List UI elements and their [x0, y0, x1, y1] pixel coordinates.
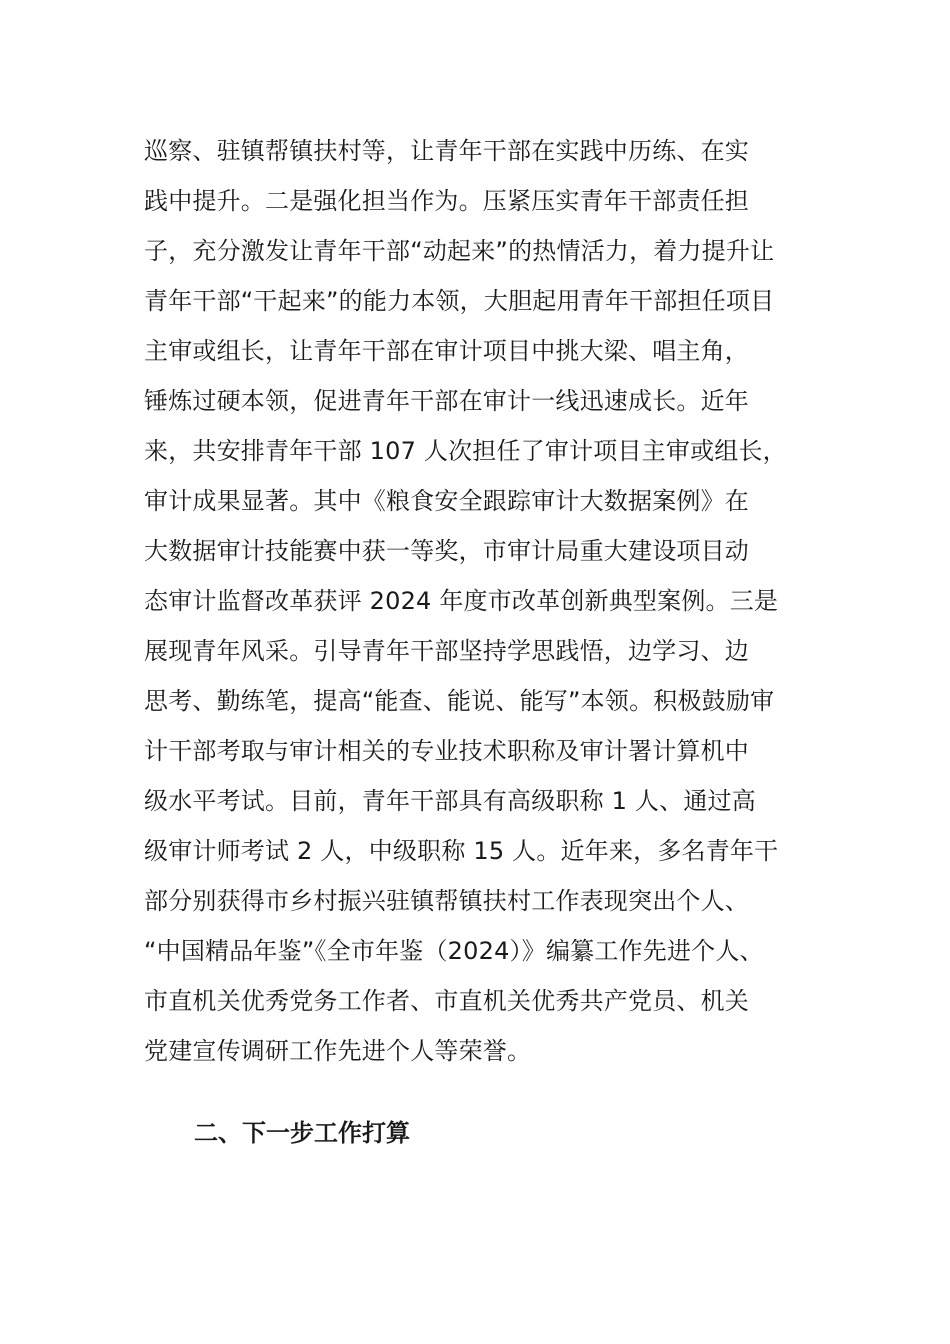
paragraph-line-13: 计干部考取与审计相关的专业技术职称及审计署计算机中 [144, 737, 749, 765]
section-heading: 二、下一步工作打算 [194, 1119, 410, 1147]
paragraph-line-11: 展现青年风采。引导青年干部坚持学思践悟，边学习、边 [144, 637, 749, 665]
paragraph-line-4: 青年干部“干起来”的能力本领，大胆起用青年干部担任项目 [144, 287, 775, 315]
paragraph-line-15: 级审计师考试 2 人，中级职称 15 人。近年来，多名青年干 [144, 837, 779, 865]
paragraph-line-7: 来，共安排青年干部 107 人次担任了审计项目主审或组长， [144, 437, 787, 465]
paragraph-line-19: 党建宣传调研工作先进个人等荣誉。 [144, 1037, 532, 1065]
paragraph-line-17: “中国精品年鉴”《全市年鉴（2024）》编纂工作先进个人、 [144, 937, 764, 965]
paragraph-line-14: 级水平考试。目前，青年干部具有高级职称 1 人、通过高 [144, 787, 756, 815]
paragraph-line-1: 巡察、驻镇帮镇扶村等，让青年干部在实践中历练、在实 [144, 137, 749, 165]
paragraph-line-3: 子，充分激发让青年干部“动起来”的热情活力，着力提升让 [144, 237, 775, 265]
paragraph-line-9: 大数据审计技能赛中获一等奖，市审计局重大建设项目动 [144, 537, 749, 565]
paragraph-line-6: 锤炼过硬本领，促进青年干部在审计一线迅速成长。近年 [144, 387, 749, 415]
paragraph-line-5: 主审或组长，让青年干部在审计项目中挑大梁、唱主角， [144, 337, 749, 365]
paragraph-line-12: 思考、勤练笔，提高“能查、能说、能写”本领。积极鼓励审 [144, 687, 775, 715]
paragraph-line-18: 市直机关优秀党务工作者、市直机关优秀共产党员、机关 [144, 987, 749, 1015]
paragraph-line-16: 部分别获得市乡村振兴驻镇帮镇扶村工作表现突出个人、 [144, 887, 749, 915]
paragraph-line-10: 态审计监督改革获评 2024 年度市改革创新典型案例。三是 [144, 587, 779, 615]
paragraph-line-2: 践中提升。二是强化担当作为。压紧压实青年干部责任担 [144, 187, 749, 215]
body-paragraph [144, 126, 824, 1076]
paragraph-line-8: 审计成果显著。其中《粮食安全跟踪审计大数据案例》在 [144, 487, 749, 515]
